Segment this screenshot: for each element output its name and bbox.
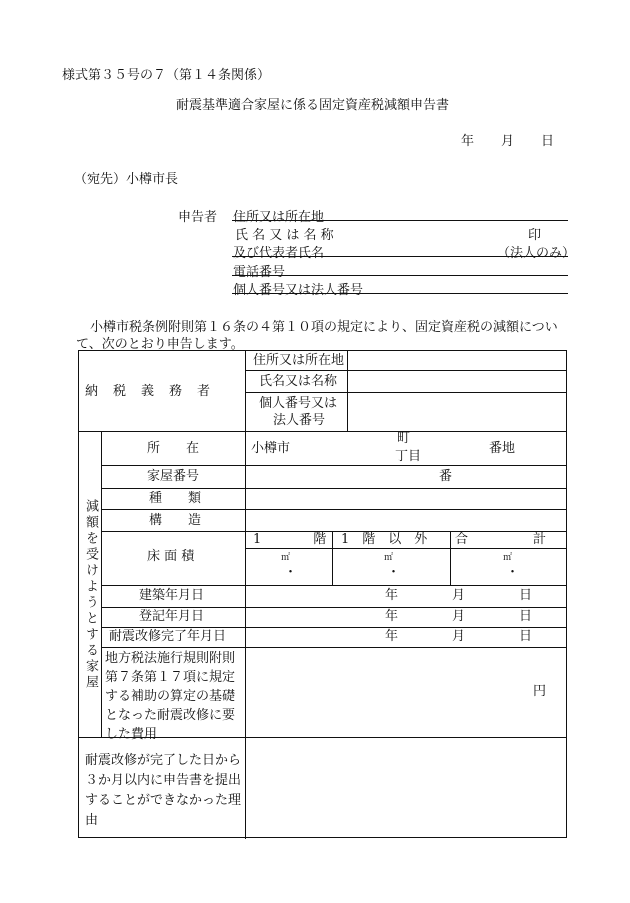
- house-number-unit: 番: [439, 469, 453, 484]
- built-date-year: 年: [385, 588, 399, 603]
- location-town-unit: 町: [397, 431, 411, 446]
- total-header: 合 計: [455, 532, 547, 547]
- floor1-area-field[interactable]: [246, 549, 332, 585]
- retrofit-cost-label: 地方税法施行規則附則第７条第１７項に規定する補助の算定の基礎となった耐震改修に要した費用: [105, 651, 236, 742]
- page-title: 耐震基準適合家屋に係る固定資産税減額申告書: [176, 98, 450, 113]
- taxpayer-id-label-1: 個人番号又は: [259, 396, 338, 411]
- applicant-address-line: [232, 220, 568, 221]
- retrofit-date-label: 耐震改修完了年月日: [109, 629, 227, 644]
- taxpayer-name-label: 氏名又は名称: [259, 374, 338, 389]
- applicant-name-label[interactable]: 氏 名 又 は 名 称: [235, 228, 334, 243]
- date-month-label: 月: [501, 134, 515, 149]
- built-date-field[interactable]: [246, 586, 566, 607]
- location-label: 所 在: [147, 441, 200, 456]
- registered-date-month: 月: [452, 609, 466, 624]
- id-number-line: [232, 293, 568, 294]
- registered-date-label: 登記年月日: [139, 609, 205, 624]
- representative-label: 及び代表者氏名: [233, 246, 325, 261]
- date-year-label: 年: [461, 134, 475, 149]
- registered-date-day: 日: [519, 609, 533, 624]
- floor-other-area-field[interactable]: [333, 549, 450, 585]
- retrofit-date-day: 日: [519, 629, 533, 644]
- declaration-table: [78, 350, 567, 838]
- total-area-dot: ・: [506, 565, 520, 580]
- taxpayer-id-field[interactable]: [348, 393, 566, 431]
- retrofit-cost-field[interactable]: [246, 648, 566, 737]
- total-area-field[interactable]: [451, 549, 566, 585]
- intro-line-1: 小樽市税条例附則第１６条の４第１０項の規定により、固定資産税の減額につい: [90, 320, 558, 335]
- registered-date-field[interactable]: [246, 608, 566, 627]
- type-label: 種 類: [149, 491, 202, 506]
- date-day-label: 日: [541, 134, 555, 149]
- applicant-name-line: [232, 256, 568, 257]
- location-chome-unit: 丁目: [395, 449, 422, 464]
- taxpayer-label: 納 税 義 務 者: [85, 384, 212, 399]
- floor-area-label: 床 面 積: [147, 549, 195, 564]
- floor1-area-unit: ㎡: [281, 553, 291, 563]
- retrofit-cost-unit: 円: [533, 684, 547, 699]
- location-banchi-unit: 番地: [489, 441, 516, 456]
- phone-line: [232, 275, 568, 276]
- floor-other-area-unit: ㎡: [384, 553, 394, 563]
- location-field[interactable]: [246, 432, 566, 465]
- late-reason-label: 耐震改修が完了した日から３か月以内に申告書を提出することができなかった理由: [85, 753, 242, 828]
- seal-mark: 印: [528, 228, 542, 243]
- house-number-label: 家屋番号: [147, 469, 200, 484]
- taxpayer-name-field[interactable]: [348, 371, 566, 392]
- addressee: （宛先）小樽市長: [74, 172, 179, 187]
- structure-field[interactable]: [246, 510, 566, 531]
- taxpayer-address-label: 住所又は所在地: [253, 353, 345, 368]
- phone-label[interactable]: 電話番号: [233, 265, 286, 280]
- form-number: 様式第３５号の７（第１４条関係）: [62, 68, 271, 83]
- floor-other-area-dot: ・: [387, 565, 401, 580]
- retrofit-date-field[interactable]: [246, 628, 566, 647]
- retrofit-date-month: 月: [452, 629, 466, 644]
- applicant-label: 申告者: [178, 210, 218, 225]
- corporate-note: （法人のみ）: [497, 246, 576, 261]
- id-number-label[interactable]: 個人番号又は法人番号: [233, 283, 364, 298]
- group-label-col-divider: [101, 431, 102, 737]
- house-group-label: 減額を受けようとする家屋: [83, 499, 98, 691]
- intro-line-2: て、次のとおり申告します。: [76, 337, 244, 352]
- built-date-day: 日: [519, 588, 533, 603]
- built-date-month: 月: [452, 588, 466, 603]
- taxpayer-id-label-2: 法人番号: [273, 413, 326, 428]
- taxpayer-col-divider: [245, 351, 246, 431]
- location-city: 小樽市: [251, 441, 291, 456]
- late-reason-field[interactable]: [246, 738, 566, 838]
- house-number-field[interactable]: [246, 466, 566, 488]
- floor1-header: 1 階: [253, 532, 327, 547]
- total-area-unit: ㎡: [503, 553, 513, 563]
- structure-label: 構 造: [149, 513, 202, 528]
- retrofit-date-year: 年: [385, 629, 399, 644]
- type-field[interactable]: [246, 489, 566, 509]
- applicant-address-label[interactable]: 住所又は所在地: [233, 210, 325, 225]
- built-date-label: 建築年月日: [139, 588, 205, 603]
- registered-date-year: 年: [385, 609, 399, 624]
- taxpayer-address-field[interactable]: [348, 351, 566, 370]
- floor-other-header: 1 階 以 外: [341, 532, 428, 547]
- floor1-area-dot: ・: [284, 565, 298, 580]
